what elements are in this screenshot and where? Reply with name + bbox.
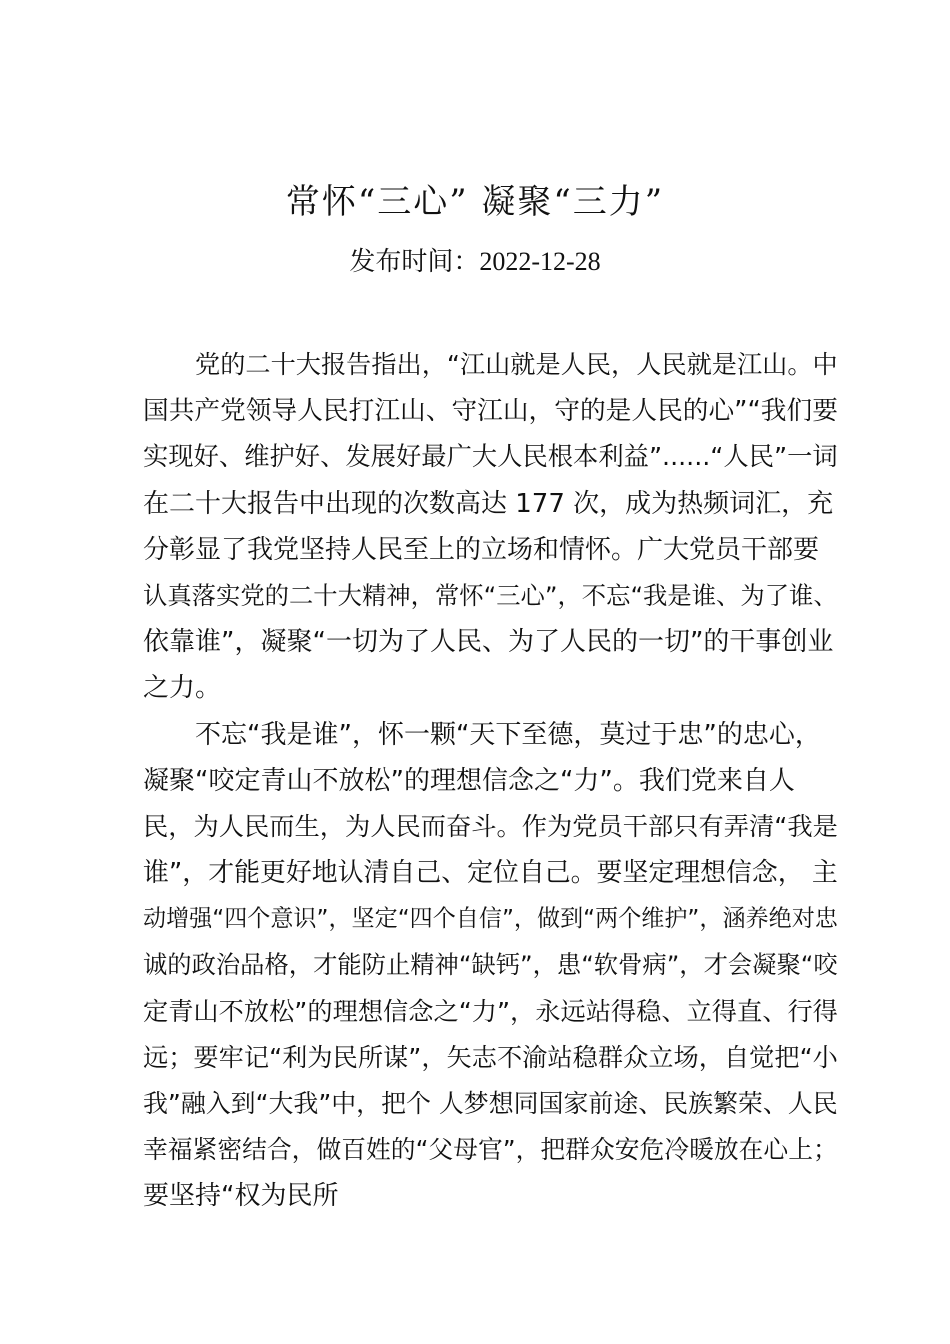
paragraph-line: 不忘“我是谁”，怀一颗“天下至德，莫过于忠”的忠心，: [195, 719, 821, 750]
publish-date-value: 2022-12-28: [479, 247, 601, 276]
paragraph-line: 定青山不放松”的理想信念之“力”，永远站得稳、立得直、行得: [143, 996, 838, 1026]
paragraph-line: 要坚持“权为民所: [143, 1181, 339, 1212]
paragraph-line: 谁”，才能更好地认清自己、定位自己。要坚定理想信念， 主: [143, 858, 838, 889]
paragraph-line: 我”融入到“大我”中，把个 人梦想同国家前途、民族繁荣、人民: [143, 1089, 838, 1118]
paragraph-line: 诚的政治品格，才能防止精神“缺钙”，患“软骨病”，才会凝聚“咬: [143, 950, 838, 980]
paragraph-line: 党的二十大报告指出，“江山就是人民，人民就是江山。中: [195, 350, 838, 379]
publish-date: [0, 244, 950, 280]
paragraph-line: 动增强“四个意识”，坚定“四个自信”，做到“两个维护”，涵养绝对忠: [143, 906, 838, 933]
paragraph-line: 实现好、维护好、发展好最广大人民根本利益”......“人民”一词: [143, 442, 838, 472]
paragraph-line: 国共产党领导人民打江山、守江山，守的是人民的心”“我们要: [143, 396, 838, 427]
document-title: 常怀“三心” 凝聚“三力”: [285, 182, 665, 222]
paragraph-line: 远；要牢记“利为民所谋”，矢志不渝站稳群众立场，自觉把“小: [143, 1042, 838, 1072]
paragraph-line: 分彰显了我党坚持人民至上的立场和情怀。广大党员干部要: [143, 534, 820, 565]
publish-date-label: 发布时间：: [349, 247, 480, 277]
paragraph-line: 民，为人民而生，为人民而奋斗。作为党员干部只有弄清“我是: [143, 811, 838, 841]
article-body: [143, 342, 838, 1220]
paragraph-line: 依靠谁”，凝聚“一切为了人民、为了人民的一切”的干事创业: [143, 627, 834, 658]
paragraph-line: 认真落实党的二十大精神，常怀“三心”，不忘“我是谁、为了谁、: [143, 580, 838, 610]
paragraph-line: 幸福紧密结合，做百姓的“父母官”，把群众安危冷暖放在心上；: [143, 1135, 838, 1165]
paragraph-line: 凝聚“咬定青山不放松”的理想信念之“力”。我们党来自人: [143, 765, 795, 796]
paragraph-line: 在二十大报告中出现的次数高达 177 次，成为热频词汇，充: [143, 488, 834, 519]
paragraph-line: 之力。: [143, 673, 222, 704]
